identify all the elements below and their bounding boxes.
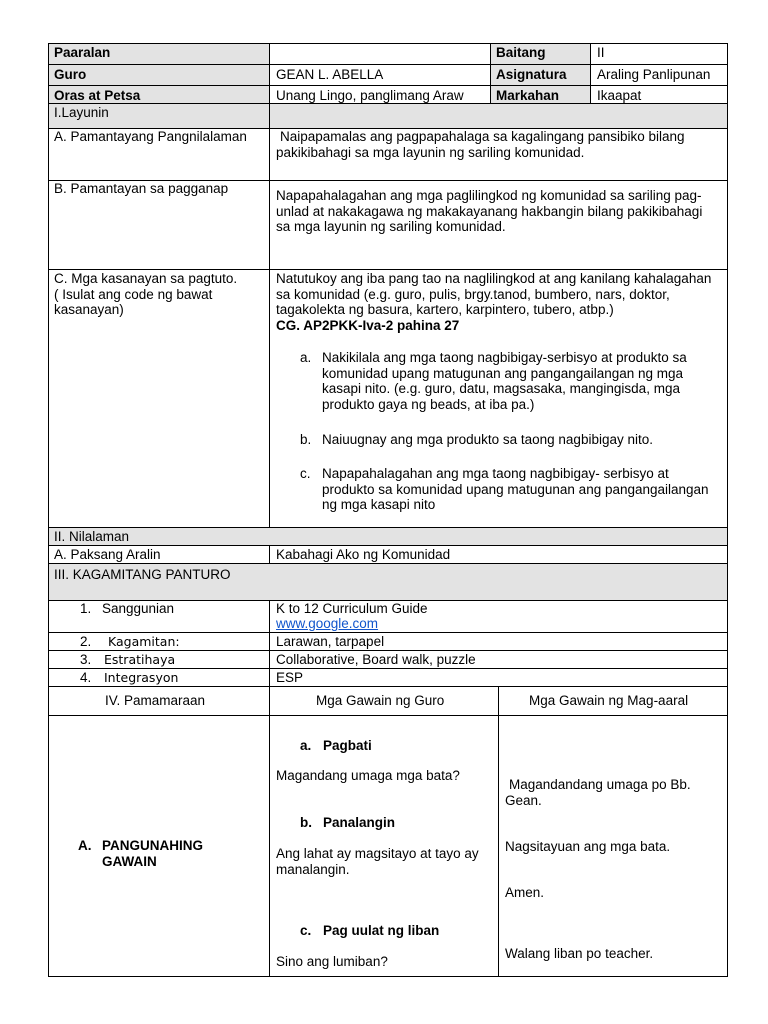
pag-uulat-marker: c. (300, 923, 312, 938)
oras-value: Unang Lingo, panglimang Araw (276, 88, 464, 103)
estratihaya-number: 3. (80, 652, 92, 667)
pangunahing-gawain-marker: A. (78, 838, 92, 853)
magaaral-response-2: Nagsitayuan ang mga bata. (505, 839, 671, 854)
col-divider (269, 600, 270, 977)
pagbati-title: Pagbati (323, 738, 372, 753)
row-divider (48, 64, 728, 65)
pag-uulat-line: Sino ang lumiban? (276, 954, 388, 969)
pangunahing-gawain-title: PANGUNAHING GAWAIN (102, 838, 203, 869)
row-divider (48, 85, 728, 86)
col-divider (590, 43, 591, 104)
paksang-aralin-label: A. Paksang Aralin (54, 547, 161, 562)
magaaral-response-4: Walang liban po teacher. (505, 946, 654, 961)
gawain-guro-heading: Mga Gawain ng Guro (316, 693, 445, 708)
kagamitan-heading: III. KAGAMITANG PANTURO (54, 567, 231, 582)
gawain-magaaral-heading: Mga Gawain ng Mag-aaral (529, 693, 689, 708)
sanggunian-label: Sanggunian (102, 601, 175, 616)
magaaral-response-1: Magandandang umaga po Bb. Gean. (505, 777, 691, 808)
panalangin-line: Ang lahat ay magsitayo at tayo ay manalangin. (276, 846, 479, 877)
estratihaya-label: Estratihaya (104, 652, 176, 667)
sanggunian-number: 1. (80, 601, 92, 616)
kagamitan-label: Kagamitan: (108, 634, 180, 649)
layunin-heading: I.Layunin (54, 105, 109, 120)
oras-label: Oras at Petsa (54, 88, 141, 103)
row-divider (48, 563, 728, 564)
guro-label: Guro (54, 67, 87, 82)
paksang-aralin-value: Kabahagi Ako ng Komunidad (276, 547, 451, 562)
pamantayan-sa-pagganap-label: B. Pamantayan sa pagganap (54, 181, 229, 196)
kasanayan-item-text: Napapahalagahan ang mga taong nagbibigay- serbisyo at produkto sa komunidad upang matugunan ang pangangailangan ng mga kasapi nito (322, 466, 709, 512)
integrasyon-label: Integrasyon (104, 670, 179, 685)
pamamaraan-heading: IV. Pamamaraan (105, 693, 206, 708)
kasanayan-item-marker: b. (300, 432, 312, 447)
kasanayan-item-marker: c. (300, 466, 311, 481)
row-divider (48, 715, 728, 716)
col-divider (498, 686, 499, 977)
nilalaman-heading: II. Nilalaman (54, 529, 130, 544)
col-divider (269, 545, 270, 564)
pagbati-marker: a. (300, 738, 312, 753)
row-divider (48, 545, 728, 546)
estratihaya-value: Collaborative, Board walk, puzzle (276, 652, 476, 667)
sanggunian-value: K to 12 Curriculum Guide (276, 601, 428, 616)
row-divider (48, 668, 728, 669)
paaralan-label: Paaralan (54, 45, 111, 60)
kagamitan-value: Larawan, tarpapel (276, 634, 385, 649)
kasanayan-code: CG. AP2PKK-Iva-2 pahina 27 (276, 318, 460, 333)
panalangin-title: Panalangin (323, 815, 396, 830)
pamantayang-pangnilalaman-label: A. Pamantayang Pangnilalaman (54, 129, 247, 144)
asignatura-value: Araling Panlipunan (597, 67, 711, 82)
kagamitan-number: 2. (80, 634, 92, 649)
row-divider (48, 632, 728, 633)
kasanayan-label: C. Mga kasanayan sa pagtuto. ( Isulat ang code ng bawat kasanayan) (54, 271, 238, 317)
baitang-label: Baitang (496, 45, 546, 60)
col-divider (490, 43, 491, 104)
pagbati-line: Magandang umaga mga bata? (276, 768, 460, 783)
panalangin-marker: b. (300, 815, 312, 830)
integrasyon-value: ESP (276, 670, 304, 685)
row-divider (48, 650, 728, 651)
kasanayan-item-text: Naiuugnay ang mga produkto sa taong nagbibigay nito. (322, 432, 653, 447)
kasanayan-intro: Natutukoy ang iba pang tao na naglilingkod at ang kanilang kahalagahan sa komunidad (e.g. guro, pulis, brgy.tanod, bumbero, nars, doktor, tagakolekta ng basura, kartero, karpintero, tubero, atbp.) (276, 271, 712, 317)
row-divider (48, 527, 728, 528)
magaaral-response-3: Amen. (505, 885, 545, 900)
pag-uulat-title: Pag uulat ng liban (323, 923, 440, 938)
col-divider (269, 43, 270, 528)
markahan-value: Ikaapat (597, 88, 642, 103)
guro-value: GEAN L. ABELLA (276, 67, 384, 82)
sanggunian-link[interactable]: www.google.com (276, 616, 379, 631)
pamantayan-sa-pagganap-text: Napapahalagahan ang mga paglilingkod ng komunidad sa sariling pag-unlad at nakakagawa ng makakayanang hakbangin bilang pakikibahagi sa mga layunin ng sariling komunidad. (276, 188, 703, 234)
markahan-label: Markahan (496, 88, 560, 103)
row-divider (48, 686, 728, 687)
pamantayang-pangnilalaman-text: Naipapamalas ang pagpapahalaga sa kagalingang pansibiko bilang pakikibahagi sa mga layunin ng sariling komunidad. (276, 129, 685, 160)
kasanayan-item-text: Nakikilala ang mga taong nagbibigay-serbisyo at produkto sa komunidad upang matugunan ang pangangailangan ng mga kasapi nito. (e.g. guro, datu, magsasaka, mangingisda, mga produkto gaya ng beads, at iba pa.) (322, 350, 687, 412)
asignatura-label: Asignatura (496, 67, 567, 82)
integrasyon-number: 4. (80, 670, 92, 685)
row-divider (48, 269, 728, 270)
kasanayan-item-marker: a. (300, 350, 312, 365)
baitang-value: II (597, 45, 605, 60)
